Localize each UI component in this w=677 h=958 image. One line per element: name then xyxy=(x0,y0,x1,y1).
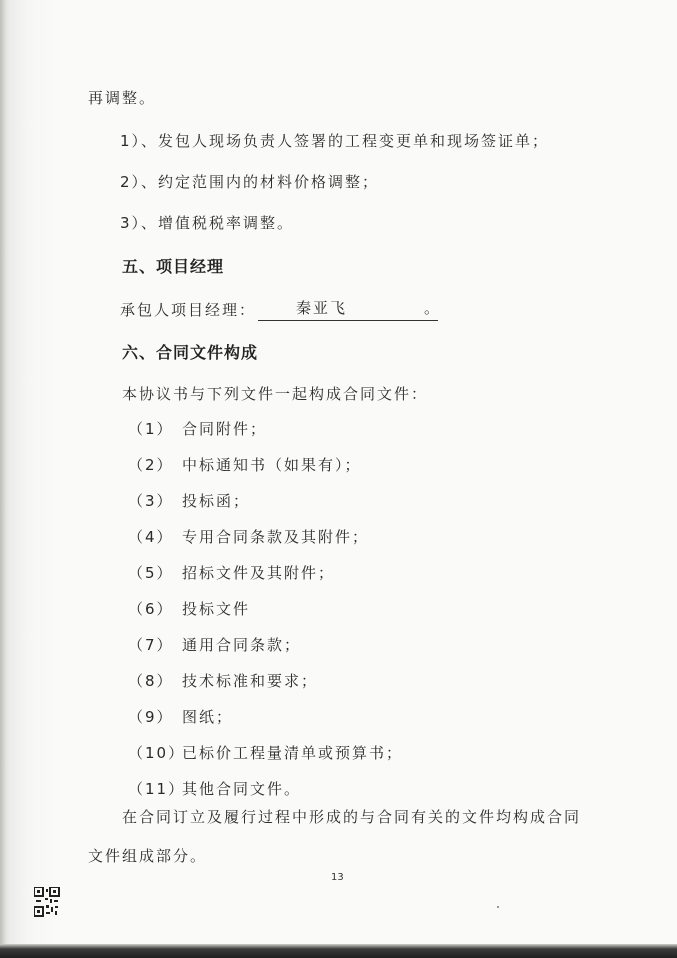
list-item-number: （7） xyxy=(128,636,174,654)
list-item-number: （6） xyxy=(128,600,174,618)
adjust-item-3: 3）、增值税税率调整。 xyxy=(120,214,295,232)
list-item-number: （1） xyxy=(128,420,174,438)
list-item xyxy=(128,671,318,691)
section-6-heading: 六、合同文件构成 xyxy=(122,343,259,362)
list-item-text: 通用合同条款； xyxy=(182,636,302,654)
list-item-text: 技术标准和要求； xyxy=(182,672,319,690)
list-item-number: （5） xyxy=(128,564,174,582)
qr-code-icon xyxy=(34,887,60,917)
list-item xyxy=(128,743,403,763)
manager-name: 秦亚飞 xyxy=(296,299,348,317)
list-item-text: 专用合同条款及其附件； xyxy=(182,528,370,546)
list-item-text: 已标价工程量清单或预算书； xyxy=(182,744,404,762)
scan-bottom-edge xyxy=(0,944,677,958)
list-item xyxy=(128,599,250,619)
binding-spine xyxy=(0,0,6,958)
manager-end-mark: 。 xyxy=(424,299,440,317)
list-item xyxy=(128,635,301,655)
list-item xyxy=(128,491,250,511)
list-item-number: （11） xyxy=(128,780,186,798)
list-item-text: 图纸； xyxy=(182,708,234,726)
list-item xyxy=(128,419,267,439)
list-item-number: （2） xyxy=(128,456,174,474)
list-item-text: 投标文件 xyxy=(182,600,251,618)
list-item-number: （10） xyxy=(128,744,186,762)
list-item-text: 招标文件及其附件； xyxy=(182,564,336,582)
closing-line-1: 在合同订立及履行过程中形成的与合同有关的文件均构成合同 xyxy=(122,808,582,826)
manager-field xyxy=(258,298,438,321)
scan-speck xyxy=(497,906,499,908)
list-item-text: 其他合同文件。 xyxy=(182,780,302,798)
continuation-line: 再调整。 xyxy=(88,89,157,107)
list-item xyxy=(128,707,233,727)
list-item xyxy=(128,779,301,799)
list-item-text: 投标函； xyxy=(182,492,251,510)
list-item-number: （3） xyxy=(128,492,174,510)
section-6-intro: 本协议书与下列文件一起构成合同文件： xyxy=(122,385,429,403)
manager-label: 承包人项目经理： xyxy=(120,301,257,319)
adjust-item-2: 2）、约定范围内的材料价格调整； xyxy=(120,173,380,191)
list-item xyxy=(128,527,369,547)
section-5-heading: 五、项目经理 xyxy=(122,257,225,276)
list-item xyxy=(128,563,335,583)
page-number: 13 xyxy=(331,872,344,883)
list-item xyxy=(128,455,362,475)
closing-line-2: 文件组成部分。 xyxy=(88,847,208,865)
list-item-number: （8） xyxy=(128,672,174,690)
adjust-item-1: 1）、发包人现场负责人签署的工程变更单和现场签证单； xyxy=(120,132,550,150)
list-item-number: （9） xyxy=(128,708,174,726)
list-item-text: 中标通知书（如果有）； xyxy=(182,456,362,474)
list-item-number: （4） xyxy=(128,528,174,546)
list-item-text: 合同附件； xyxy=(182,420,268,438)
